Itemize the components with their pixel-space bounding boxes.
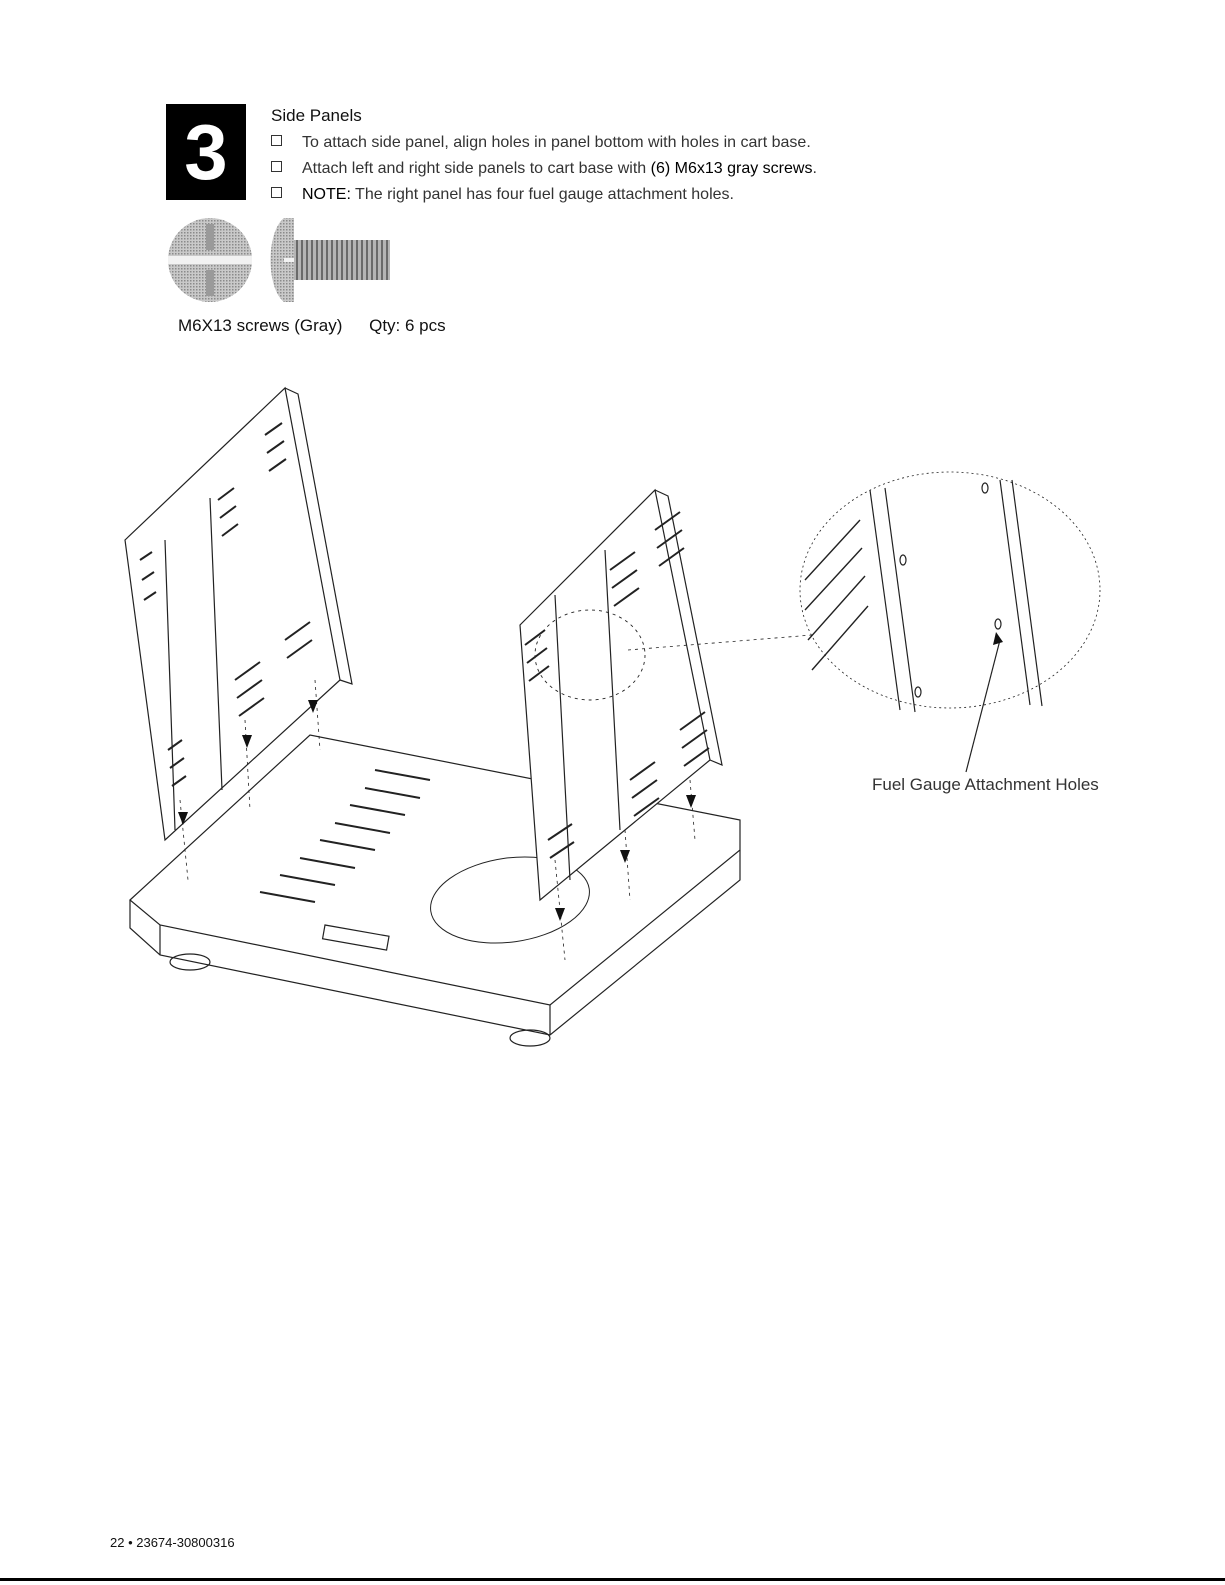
step-number-badge: 3 [166, 104, 246, 200]
hardware-name: M6X13 screws (Gray) [178, 316, 343, 335]
instruction-emphasis: (6) M6x13 gray screws [650, 160, 813, 177]
instruction-text: Attach left and right side panels to cart base with [302, 160, 651, 177]
hardware-illustration [166, 214, 406, 306]
hardware-quantity: Qty: 6 pcs [369, 316, 446, 335]
magnified-callout [800, 472, 1100, 772]
page-footer: 22 • 23674-30800316 [110, 1535, 235, 1550]
instruction-list [271, 132, 817, 210]
assembly-diagram [100, 380, 1130, 1080]
instruction-text: To attach side panel, align holes in panel bottom with holes in cart base. [302, 134, 811, 151]
instruction-item [271, 158, 817, 184]
screw-side-icon [271, 218, 391, 302]
instruction-text: The right panel has four fuel gauge attachment holes. [350, 186, 734, 203]
callout-label: Fuel Gauge Attachment Holes [872, 775, 1099, 794]
screw-head-icon [168, 218, 252, 302]
hardware-caption [178, 316, 446, 336]
instruction-item [271, 184, 817, 210]
checkbox-icon [271, 135, 282, 146]
instruction-suffix: . [812, 160, 817, 177]
checkbox-icon [271, 187, 282, 198]
bottom-rule [0, 1578, 1225, 1581]
instruction-item [271, 132, 817, 158]
step-title: Side Panels [271, 106, 362, 125]
note-label: NOTE: [302, 186, 351, 203]
checkbox-icon [271, 161, 282, 172]
